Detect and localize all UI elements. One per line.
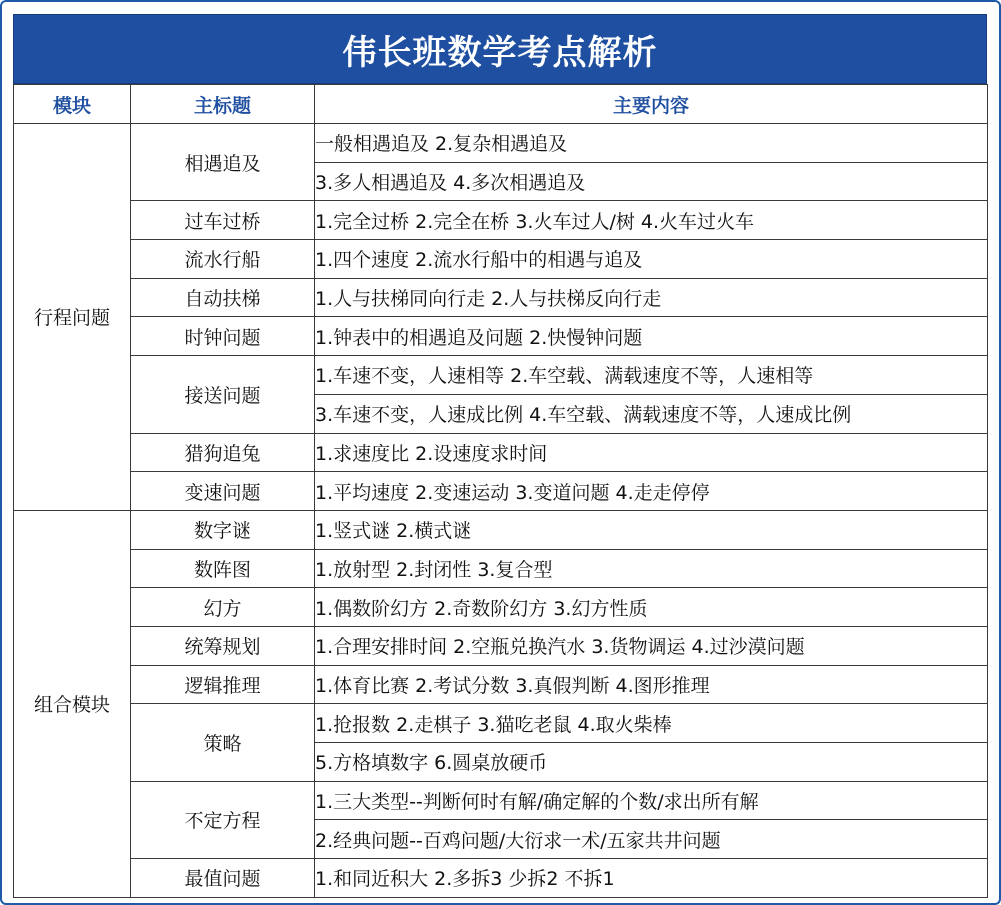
- content-cell: 1.合理安排时间 2.空瓶兑换汽水 3.货物调运 4.过沙漠问题: [315, 626, 988, 665]
- topic-cell: 数字谜: [131, 510, 315, 549]
- content-cell: 1.抢报数 2.走棋子 3.猫吃老鼠 4.取火柴棒: [315, 704, 988, 743]
- table-row: [14, 510, 988, 549]
- topic-cell: 统筹规划: [131, 626, 315, 665]
- content-cell: 1.体育比赛 2.考试分数 3.真假判断 4.图形推理: [315, 665, 988, 704]
- content-cell: 1.求速度比 2.设速度求时间: [315, 433, 988, 472]
- topic-cell: 流水行船: [131, 240, 315, 279]
- content-cell: 1.竖式谜 2.横式谜: [315, 510, 988, 549]
- table-row: [14, 240, 988, 279]
- content-cell: 1.四个速度 2.流水行船中的相遇与追及: [315, 240, 988, 279]
- content-cell: 2.经典问题--百鸡问题/大衍求一术/五家共井问题: [315, 820, 988, 859]
- topic-cell: 相遇追及: [131, 124, 315, 201]
- content-cell: 1.三大类型--判断何时有解/确定解的个数/求出所有解: [315, 781, 988, 820]
- content-cell: 1.和同近积大 2.多拆3 少拆2 不拆1: [315, 859, 988, 898]
- content-cell: 3.多人相遇追及 4.多次相遇追及: [315, 162, 988, 201]
- header-module: 模块: [14, 85, 131, 124]
- syllabus-table: [13, 84, 988, 898]
- table-row: [14, 704, 988, 743]
- table-row: [14, 201, 988, 240]
- content-cell: 5.方格填数字 6.圆桌放硬币: [315, 743, 988, 782]
- topic-cell: 自动扶梯: [131, 278, 315, 317]
- topic-cell: 逻辑推理: [131, 665, 315, 704]
- topic-cell: 接送问题: [131, 356, 315, 433]
- table-row: [14, 588, 988, 627]
- content-cell: 1.人与扶梯同向行走 2.人与扶梯反向行走: [315, 278, 988, 317]
- module-cell: 组合模块: [14, 510, 131, 897]
- module-cell: 行程问题: [14, 124, 131, 511]
- table-header-row: [14, 85, 988, 124]
- table-row: [14, 317, 988, 356]
- content-cell: 3.车速不变，人速成比例 4.车空载、满载速度不等，人速成比例: [315, 394, 988, 433]
- table-row: [14, 278, 988, 317]
- table-row: [14, 433, 988, 472]
- topic-cell: 时钟问题: [131, 317, 315, 356]
- table-row: [14, 472, 988, 511]
- content-cell: 1.偶数阶幻方 2.奇数阶幻方 3.幻方性质: [315, 588, 988, 627]
- topic-cell: 数阵图: [131, 549, 315, 588]
- content-cell: 1.平均速度 2.变速运动 3.变道问题 4.走走停停: [315, 472, 988, 511]
- topic-cell: 过车过桥: [131, 201, 315, 240]
- table-body: [14, 124, 988, 898]
- table-row: [14, 626, 988, 665]
- header-content: 主要内容: [315, 85, 988, 124]
- table-row: [14, 665, 988, 704]
- content-cell: 1.车速不变，人速相等 2.车空载、满载速度不等，人速相等: [315, 356, 988, 395]
- topic-cell: 不定方程: [131, 781, 315, 858]
- topic-cell: 最值问题: [131, 859, 315, 898]
- table-row: [14, 781, 988, 820]
- topic-cell: 猎狗追兔: [131, 433, 315, 472]
- content-cell: 1.钟表中的相遇追及问题 2.快慢钟问题: [315, 317, 988, 356]
- topic-cell: 变速问题: [131, 472, 315, 511]
- table-row: [14, 124, 988, 163]
- header-topic: 主标题: [131, 85, 315, 124]
- table-row: [14, 859, 988, 898]
- topic-cell: 策略: [131, 704, 315, 781]
- content-cell: 1.完全过桥 2.完全在桥 3.火车过人/树 4.火车过火车: [315, 201, 988, 240]
- table-row: [14, 356, 988, 395]
- topic-cell: 幻方: [131, 588, 315, 627]
- content-cell: 一般相遇追及 2.复杂相遇追及: [315, 124, 988, 163]
- content-cell: 1.放射型 2.封闭性 3.复合型: [315, 549, 988, 588]
- page-title: 伟长班数学考点解析: [13, 14, 987, 84]
- table-row: [14, 549, 988, 588]
